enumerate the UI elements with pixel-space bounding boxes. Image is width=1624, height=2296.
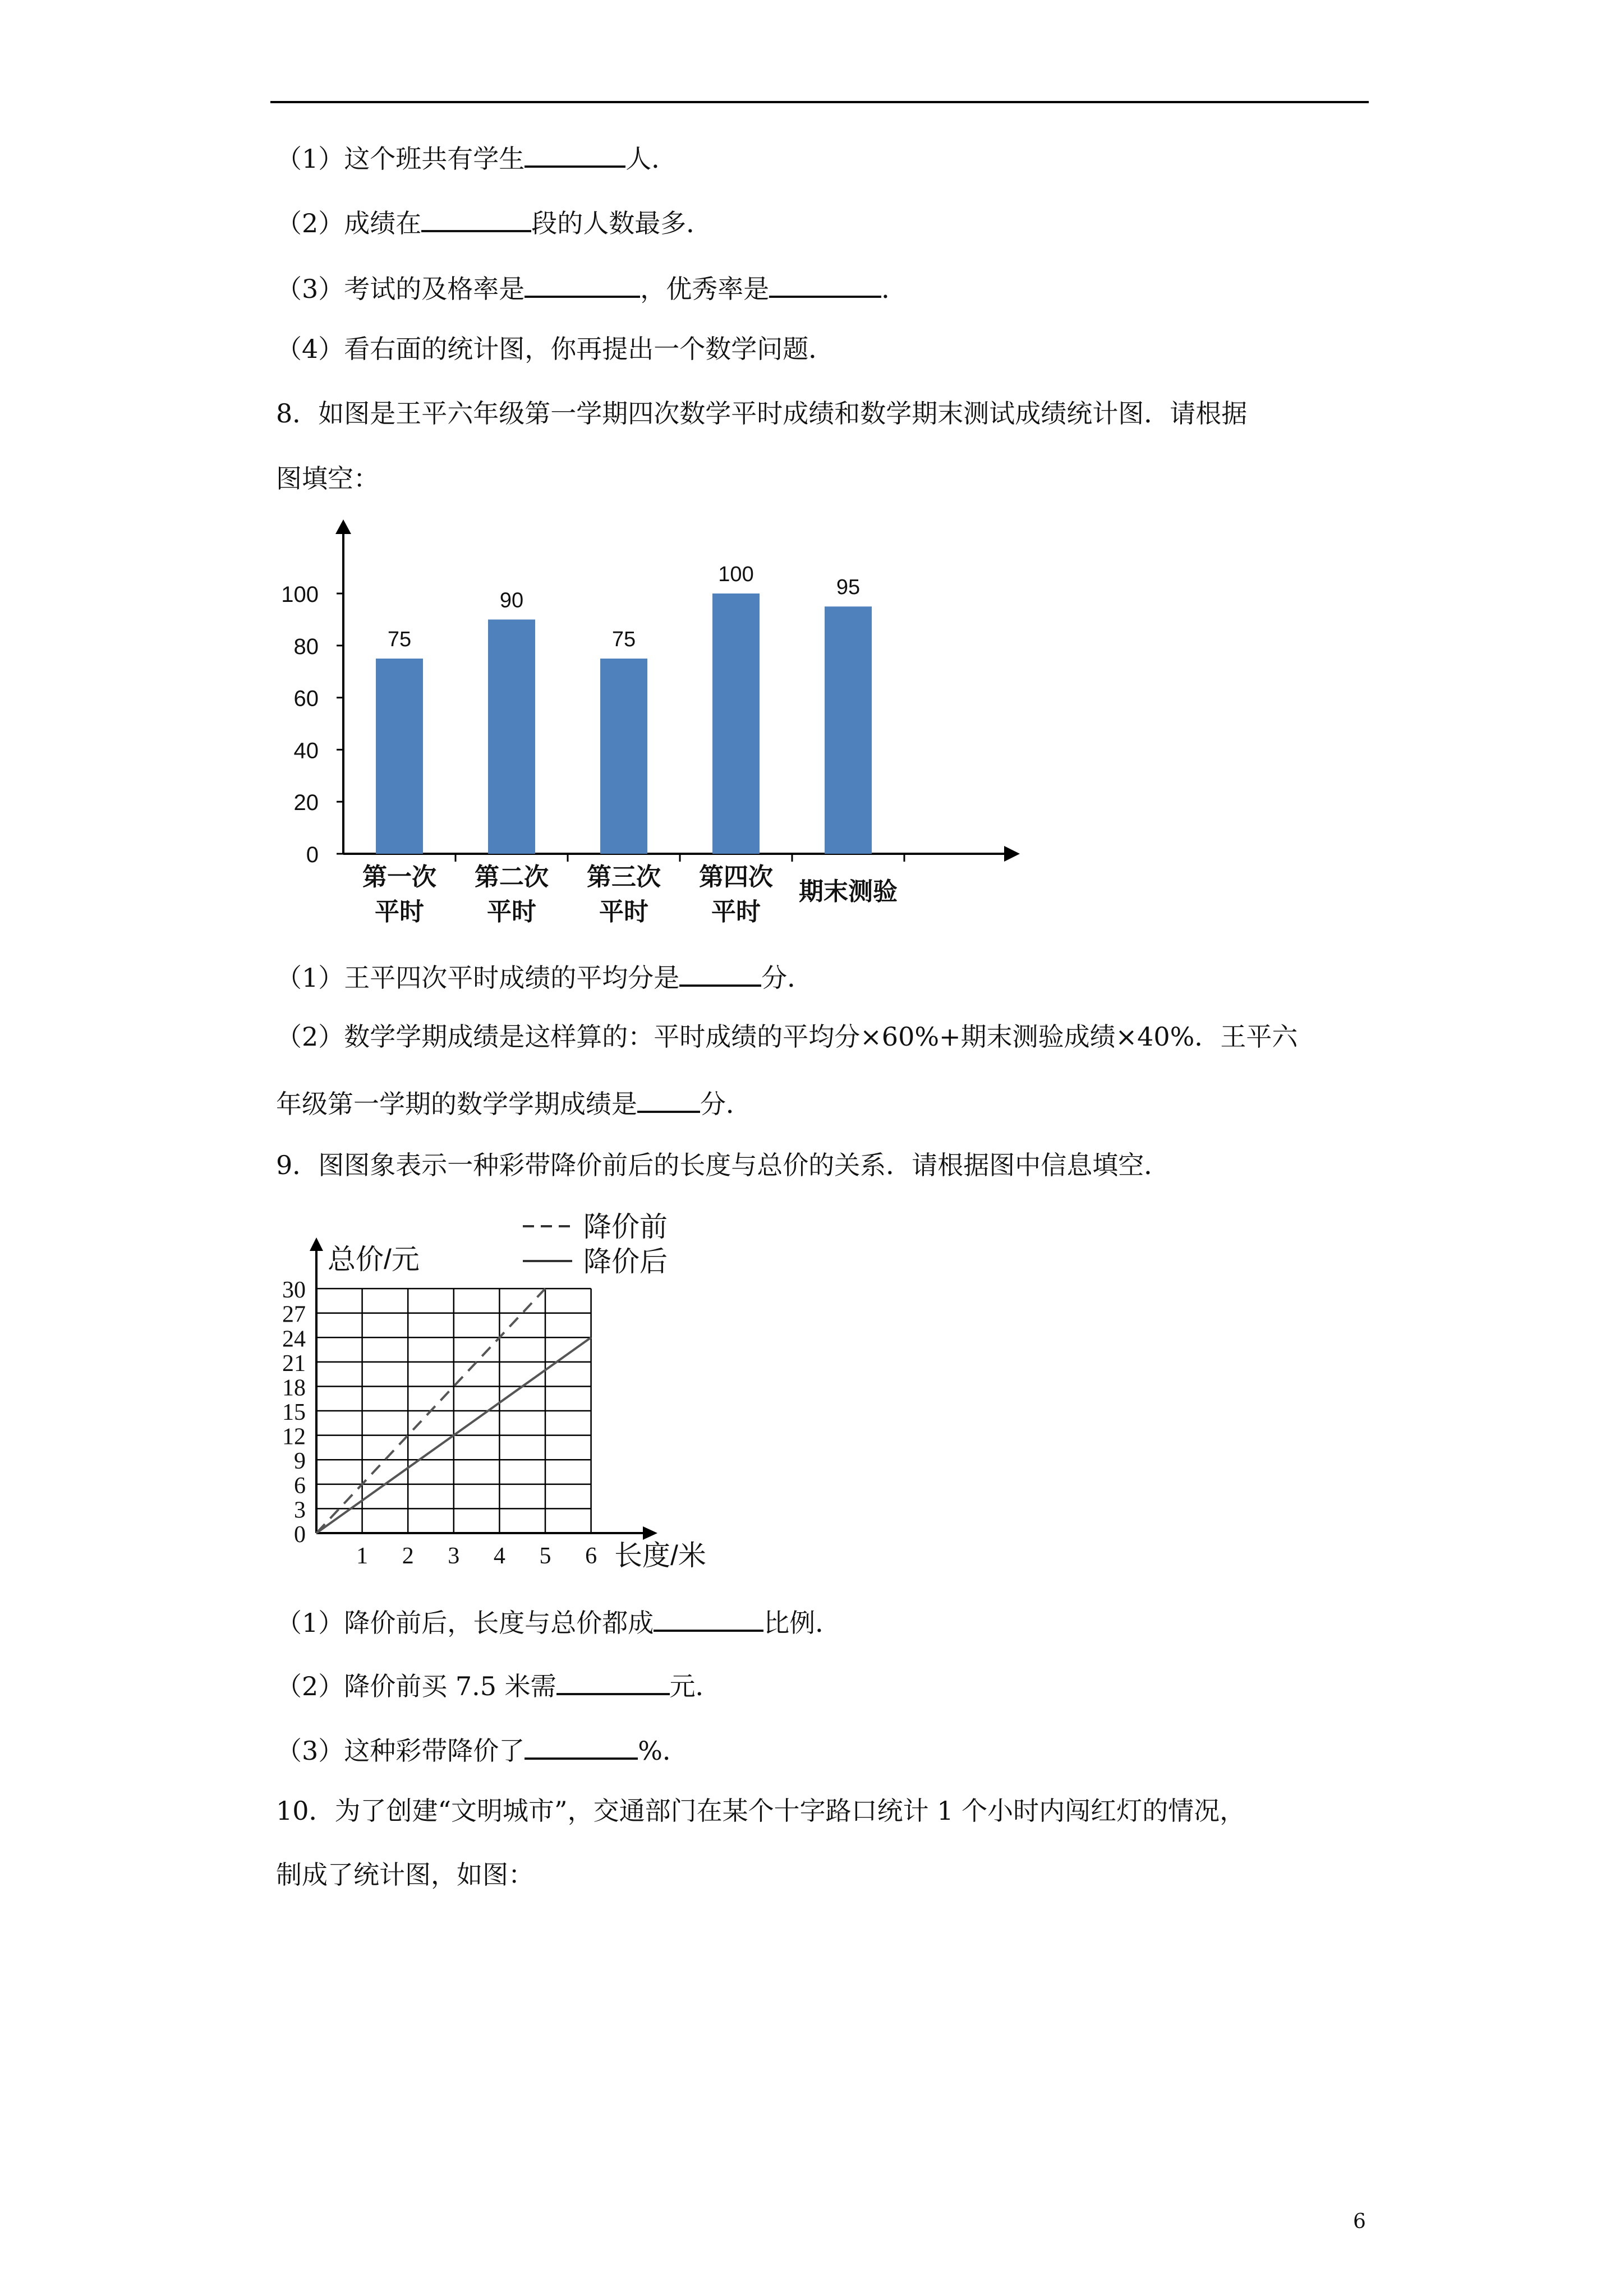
x-tick-label: 4 — [493, 1543, 505, 1569]
q9-sub-2 — [276, 1665, 721, 1703]
y-tick-label: 3 — [294, 1497, 306, 1524]
y-tick-label: 100 — [281, 582, 319, 607]
x-category-label: 期末测验 — [799, 878, 898, 905]
series-line-before — [316, 1289, 545, 1533]
y-tick-label: 18 — [282, 1375, 306, 1401]
q7-item-2 — [276, 202, 712, 240]
series-line-after — [316, 1337, 591, 1533]
bar — [825, 606, 872, 854]
header-rule — [270, 101, 1369, 103]
q7-item-3-mid: ，优秀率是 — [640, 274, 770, 304]
x-category-label: 第一次 — [362, 863, 436, 891]
q8-sub-1-suffix: 分． — [761, 963, 813, 993]
q9-sub-2-text: （2）降价前买 7.5 米需 — [276, 1671, 556, 1701]
answer-blank[interactable] — [525, 137, 625, 168]
bar-value-label: 90 — [499, 588, 524, 613]
answer-blank[interactable] — [525, 1729, 638, 1760]
q9-sub-3-suffix: %． — [638, 1736, 688, 1766]
q9-sub-1-suffix: 比例． — [763, 1608, 841, 1638]
bar — [376, 659, 423, 854]
q7-item-1-text: （1）这个班共有学生 — [276, 144, 525, 174]
bar-value-label: 100 — [718, 563, 754, 586]
x-axis-title: 长度/米 — [614, 1540, 706, 1571]
bar-value-label: 75 — [611, 628, 636, 651]
y-tick-label: 27 — [282, 1301, 306, 1328]
q8-sub-2-line-1: （2）数学学期成绩是这样算的：平时成绩的平均分×60%+期末测验成绩×40%．王平六 — [276, 1022, 1298, 1052]
page-number: 6 — [1353, 2210, 1366, 2233]
y-tick-label: 15 — [282, 1400, 306, 1426]
x-axis-arrow — [643, 1526, 657, 1540]
y-tick-label: 80 — [293, 634, 319, 659]
q7-item-1 — [276, 137, 677, 176]
x-axis-arrow — [1004, 846, 1020, 862]
y-tick-label: 0 — [294, 1522, 306, 1548]
x-category-label: 平时 — [599, 898, 648, 926]
y-tick-label: 60 — [293, 686, 319, 711]
x-tick-label: 5 — [539, 1543, 551, 1569]
answer-blank[interactable] — [679, 956, 761, 987]
x-category-label: 平时 — [487, 898, 536, 926]
y-tick-label: 30 — [282, 1277, 306, 1304]
q10-stem-line-1: 10．为了创建“文明城市”，交通部门在某个十字路口统计 1 个小时内闯红灯的情况， — [276, 1796, 1246, 1826]
y-tick-label: 20 — [293, 790, 319, 816]
bar — [488, 619, 535, 854]
x-category-label: 第二次 — [475, 863, 549, 891]
q7-item-3 — [276, 268, 907, 306]
q9-sub-3-text: （3）这种彩带降价了 — [276, 1736, 525, 1766]
bar-value-label: 75 — [387, 628, 412, 651]
q8-stem-line-1: 8．如图是王平六年级第一学期四次数学平时成绩和数学期末测试成绩统计图．请根据 — [276, 398, 1248, 429]
answer-blank[interactable] — [556, 1665, 670, 1695]
x-category-label: 第三次 — [587, 863, 661, 891]
y-tick-label: 0 — [306, 843, 319, 867]
answer-blank[interactable] — [525, 268, 640, 298]
q9-sub-2-suffix: 元． — [669, 1671, 721, 1701]
q9-sub-1-text: （1）降价前后，长度与总价都成 — [276, 1608, 654, 1638]
y-tick-label: 21 — [282, 1350, 306, 1377]
y-axis-arrow — [335, 519, 351, 534]
x-tick-label: 2 — [402, 1543, 414, 1569]
y-tick-label: 12 — [282, 1424, 306, 1450]
q8-sub-2-suffix: 分． — [700, 1089, 752, 1119]
legend-label: 降价前 — [583, 1211, 668, 1243]
x-tick-label: 6 — [585, 1543, 597, 1569]
x-category-label: 第四次 — [699, 863, 773, 891]
x-category-label: 平时 — [375, 898, 424, 926]
y-axis-arrow — [310, 1237, 323, 1251]
q7-item-2-text: （2）成绩在 — [276, 208, 422, 238]
y-tick-label: 6 — [294, 1473, 306, 1499]
bar-value-label: 95 — [836, 576, 861, 600]
q7-item-3-suffix: ． — [881, 274, 908, 304]
q8-sub-1-text: （1）王平四次平时成绩的平均分是 — [276, 963, 680, 993]
q7-item-1-suffix: 人． — [625, 144, 678, 174]
bar — [600, 659, 647, 854]
x-category-label: 平时 — [711, 898, 761, 926]
answer-blank[interactable] — [637, 1083, 700, 1113]
y-tick-label: 9 — [294, 1448, 306, 1475]
q8-sub-1 — [276, 956, 813, 995]
q7-item-4-text: （4）看右面的统计图，你再提出一个数学问题． — [276, 334, 835, 364]
legend-label: 降价后 — [583, 1246, 668, 1277]
answer-blank[interactable] — [769, 268, 881, 298]
q10-stem-line-2: 制成了统计图，如图： — [276, 1860, 534, 1890]
y-axis-title: 总价/元 — [328, 1244, 420, 1275]
q8-sub-2-text: 年级第一学期的数学学期成绩是 — [276, 1089, 637, 1119]
q8-sub-2-line-2 — [276, 1083, 752, 1121]
q9-sub-1 — [276, 1602, 841, 1640]
q9-stem-line-1: 9．图图象表示一种彩带降价前后的长度与总价的关系．请根据图中信息填空． — [276, 1150, 1170, 1180]
answer-blank[interactable] — [421, 202, 531, 232]
y-tick-label: 24 — [282, 1326, 306, 1352]
y-tick-label: 40 — [293, 738, 319, 763]
q9-sub-3 — [276, 1729, 688, 1768]
q7-item-4 — [276, 332, 834, 366]
bar — [712, 593, 760, 854]
answer-blank[interactable] — [654, 1602, 763, 1632]
q8-stem-line-2: 图填空： — [276, 463, 379, 494]
x-tick-label: 1 — [356, 1543, 369, 1569]
x-tick-label: 3 — [448, 1543, 460, 1569]
q7-item-3-text: （3）考试的及格率是 — [276, 274, 525, 304]
q7-item-2-suffix: 段的人数最多． — [531, 208, 712, 238]
